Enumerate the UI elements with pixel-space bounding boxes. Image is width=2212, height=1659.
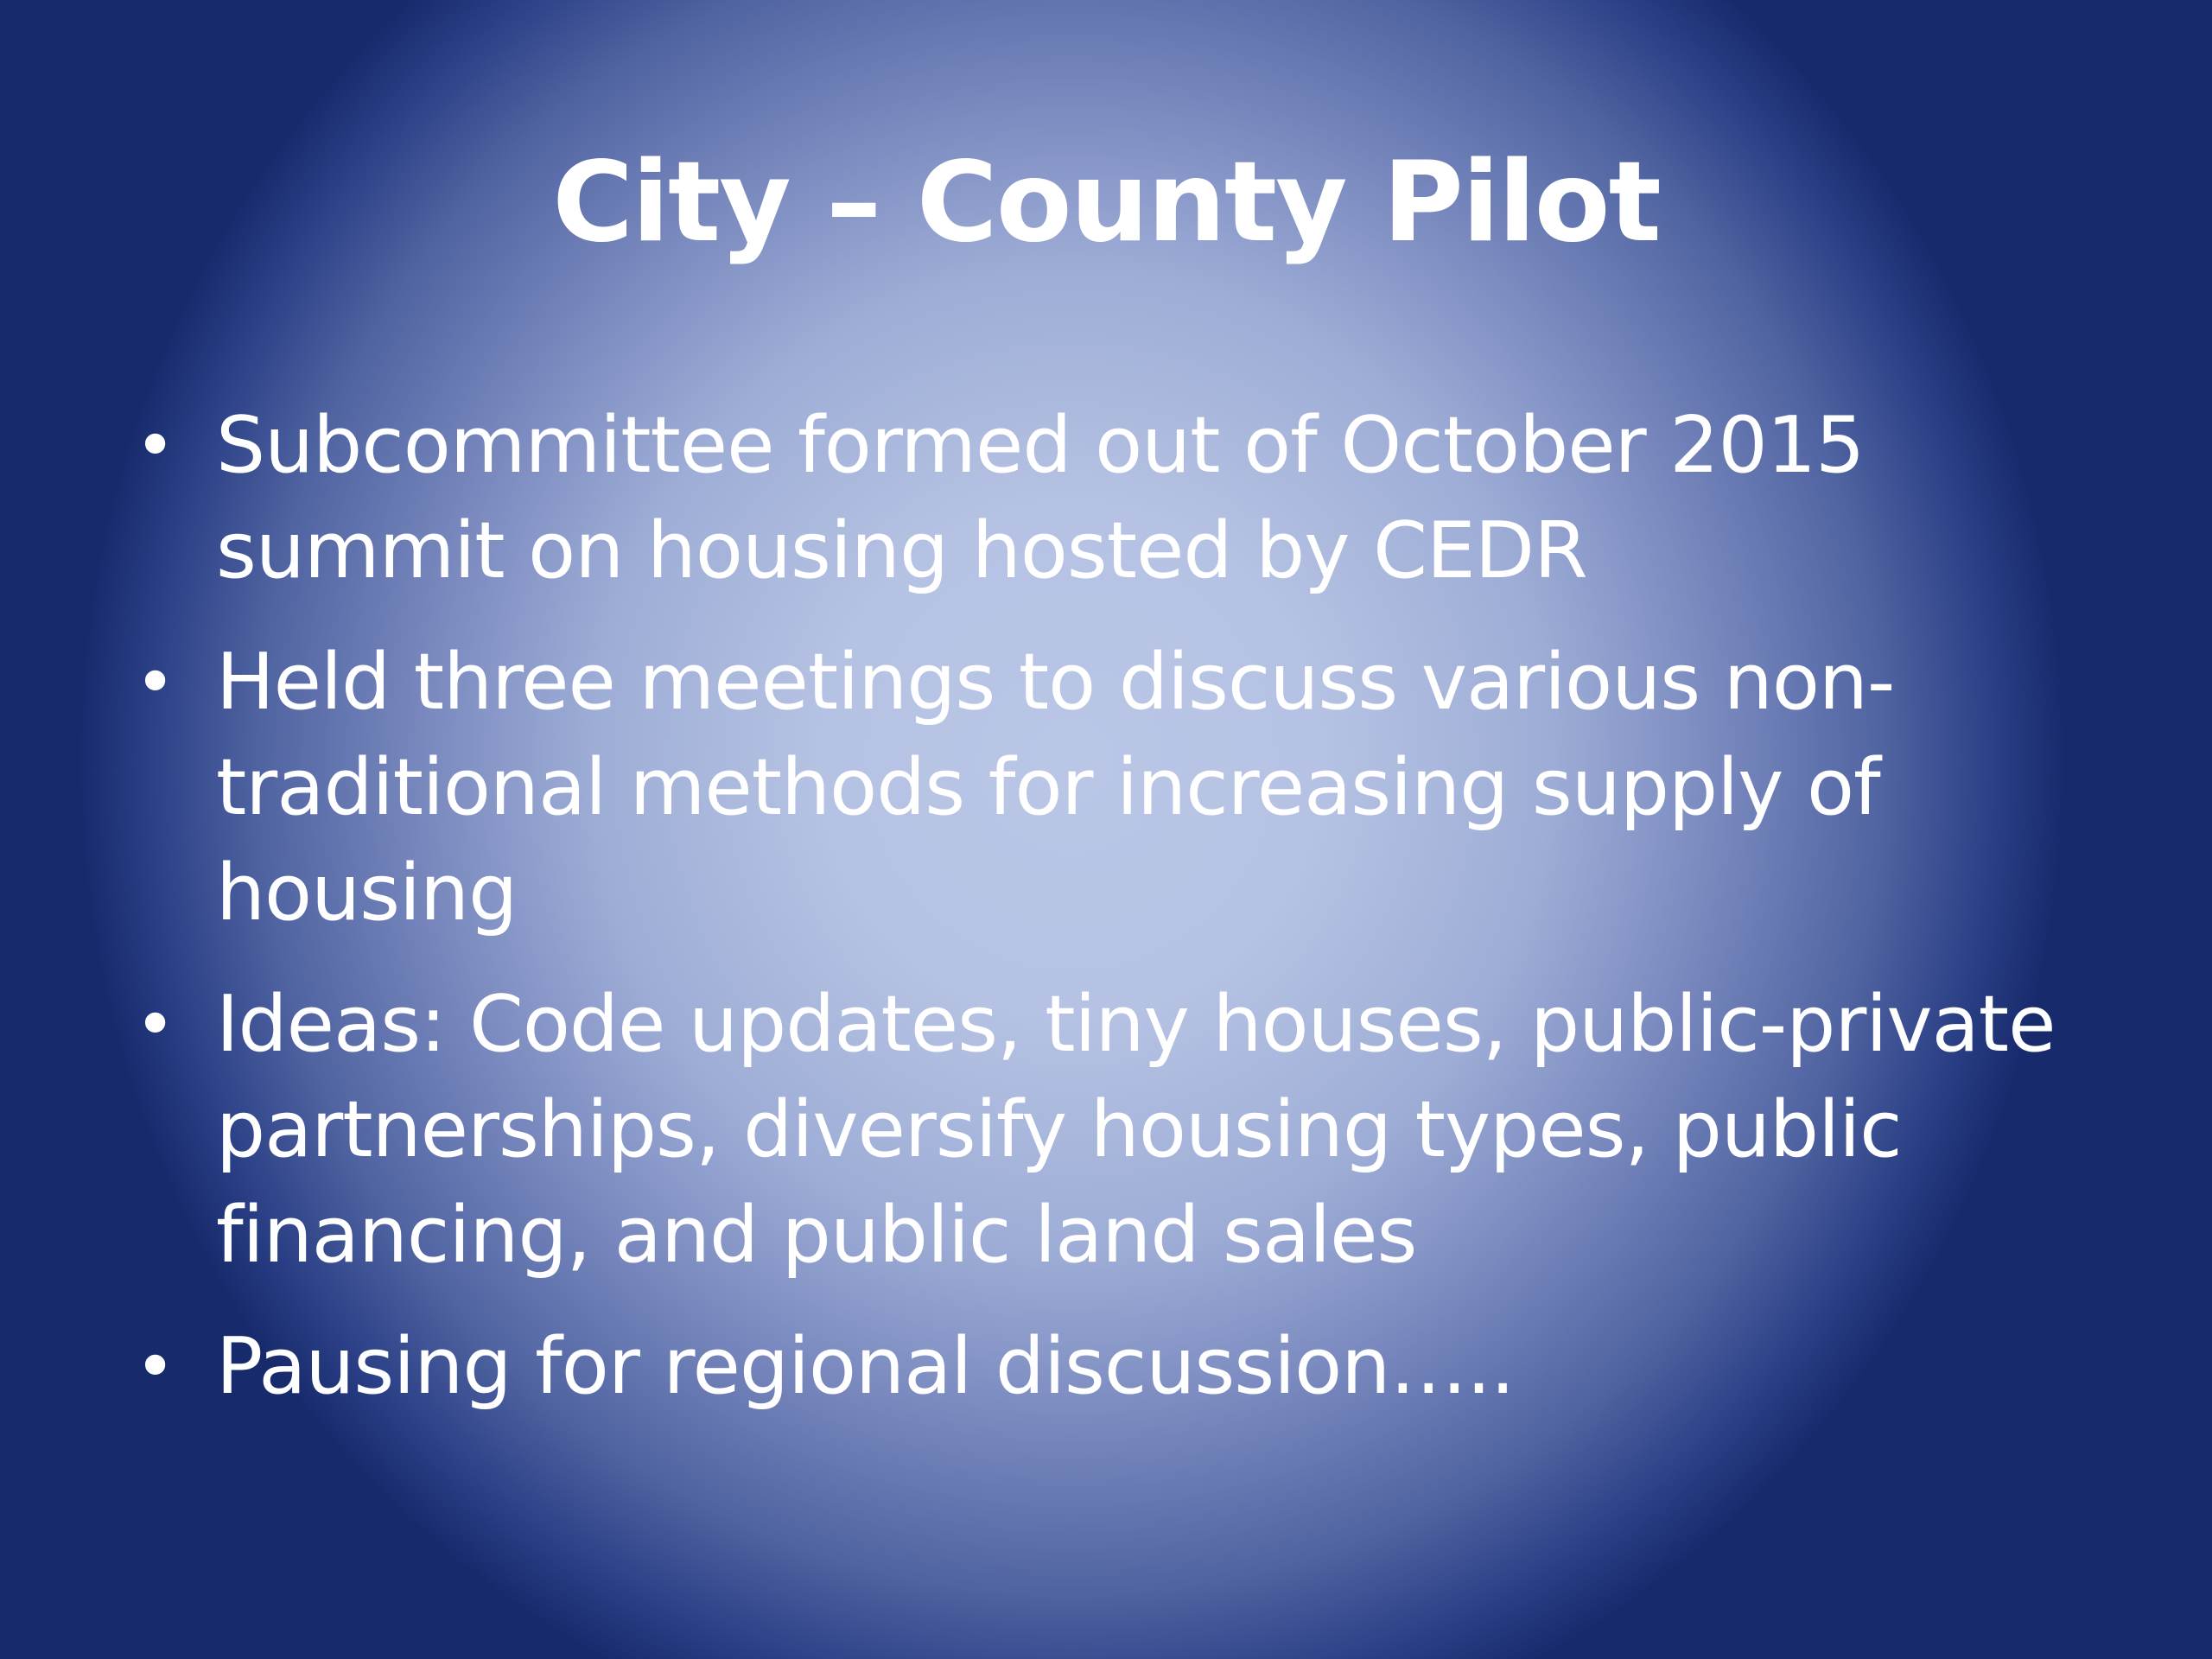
bullet-icon: • [135,984,175,1065]
slide-title: City – County Pilot [552,138,1660,267]
bullet-text: Subcommittee formed out of October 2015 summit on housing hosted by CEDR [216,400,1865,596]
bullet-text: Held three meetings to discuss various non-traditional methods for increasing supply of housing [216,637,1895,938]
bullet-text: Pausing for regional discussion….. [216,1321,1515,1412]
bullet-text: Ideas: Code updates, tiny houses, public-private partnerships, diversify housing types, public financing, and public land sales [216,979,2056,1281]
bullet-icon: • [135,405,175,486]
bullet-item [130,393,2091,604]
bullet-item [130,1314,2091,1420]
bullet-list [130,393,2091,1446]
bullet-item [130,972,2091,1288]
bullet-icon: • [135,642,175,722]
bullet-icon: • [135,1326,175,1407]
bullet-item [130,630,2091,946]
